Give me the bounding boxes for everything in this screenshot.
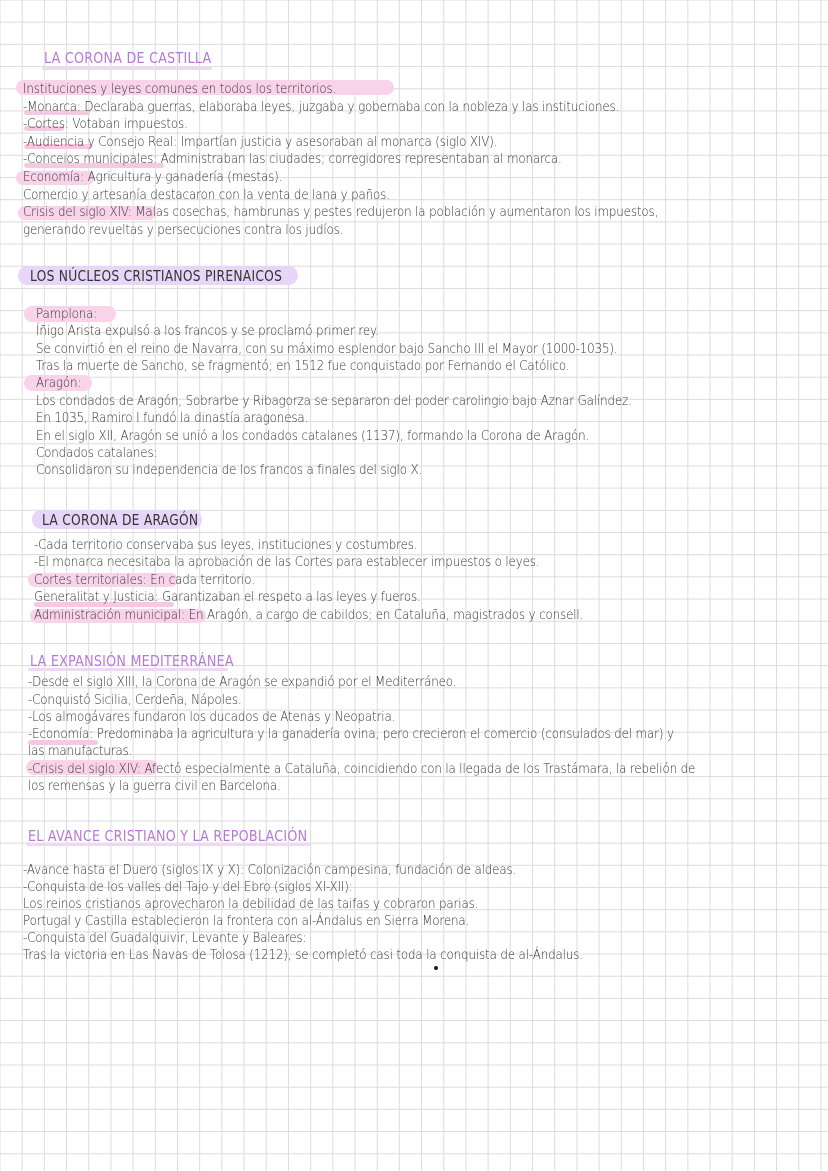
- text-line: -Conceios municipales: Administraban las ciudades; corregidores representaban al monarca.: [23, 152, 562, 167]
- text-line: Crisis del siglo XIV: Malas cosechas, hambrunas y pestes redujeron la población y aumentaron los impuestos,: [23, 205, 659, 220]
- text-line: Portugal y Castilla establecieron la frontera con al-Ándalus en Sierra Morena.: [23, 914, 470, 929]
- text-line: En el siglo XII, Aragón se unió a los condados catalanes (1137), formando la Corona de Aragón.: [36, 429, 590, 444]
- section-title: EL AVANCE CRISTIANO Y LA REPOBLACIÓN: [28, 827, 308, 845]
- text-line: Tras la victoria en Las Navas de Tolosa (1212), se completó casi toda la conquista de al-Ándalus.: [23, 948, 583, 963]
- text-line: las manufacturas.: [28, 744, 133, 759]
- text-line: Cortes territoriales: En cada territorio.: [34, 573, 255, 588]
- text-line: generando revueltas y persecuciones contra los judíos.: [23, 223, 344, 238]
- text-line: -Avance hasta el Duero (siglos IX y X): Colonización campesina, fundación de aldeas.: [23, 863, 517, 878]
- text-line: Administración municipal: En Aragón, a cargo de cabildos; en Cataluña, magistrados y consell.: [34, 608, 584, 623]
- text-line: -Los almogávares fundaron los ducados de Atenas y Neopatria.: [28, 710, 396, 725]
- text-line: Instituciones y leyes comunes en todos los territorios.: [23, 82, 337, 97]
- text-line: -Conquistó Sicilia, Cerdeña, Nápoles.: [28, 693, 242, 708]
- text-line: -Audiencia y Consejo Real: Impartían justicia y asesoraban al monarca (siglo XIV).: [23, 135, 498, 150]
- text-line: los remensas y la guerra civil en Barcelona.: [28, 779, 281, 794]
- text-line: Tras la muerte de Sancho, se fragmentó; en 1512 fue conquistado por Fernando el Católico.: [36, 359, 570, 374]
- subheading-pamplona: Pamplona:: [36, 307, 98, 322]
- subheading-aragon: Aragón:: [36, 376, 82, 391]
- section-title: LA CORONA DE ARAGÓN: [42, 511, 199, 529]
- section-title: LOS NÚCLEOS CRISTIANOS PIRENAICOS: [30, 267, 283, 285]
- text-line: Consolidaron su independencia de los francos a finales del siglo X.: [36, 463, 423, 478]
- text-line: Generalitat y Justicia: Garantizaban el respeto a las leyes y fueros.: [34, 590, 421, 605]
- text-line: -Economía: Predominaba la agricultura y la ganadería ovina, pero crecieron el comercio (consulados del mar) y: [28, 727, 674, 742]
- text-line: Se convirtió en el reino de Navarra, con su máximo esplendor bajo Sancho III el Mayor (1000-1035).: [36, 342, 618, 357]
- text-line: -Desde el siglo XIII, la Corona de Aragón se expandió por el Mediterráneo.: [28, 675, 457, 690]
- section-title: LA EXPANSIÓN MEDITERRÁNEA: [30, 652, 234, 670]
- text-line: -Cada territorio conservaba sus leyes, instituciones y costumbres.: [34, 538, 418, 553]
- text-line: -El monarca necesitaba la aprobación de las Cortes para establecer impuestos o leyes.: [34, 555, 540, 570]
- text-line: -Monarca: Declaraba guerras, elaboraba leyes, juzgaba y gobernaba con la nobleza y las instituciones.: [23, 100, 620, 115]
- text-line: Los reinos cristianos aprovecharon la debilidad de las taifas y cobraron parias.: [23, 897, 479, 912]
- text-line: -Conquista del Guadalquivir, Levante y Baleares:: [23, 931, 307, 946]
- text-line: Íñigo Arista expulsó a los francos y se proclamó primer rey.: [36, 324, 379, 339]
- text-line: -Conquista de los valles del Tajo y del Ebro (siglos XI-XII):: [23, 880, 353, 895]
- text-line: Comercio y artesanía destacaron con la venta de lana y paños.: [23, 188, 390, 203]
- subheading-condados: Condados catalanes:: [36, 446, 158, 461]
- text-line: -Crisis del siglo XIV: Afectó especialmente a Cataluña, coincidiendo con la llegada de los Trastámara, la rebelión de: [28, 762, 696, 777]
- text-line: Economía: Agricultura y ganadería (mestas).: [23, 170, 283, 185]
- section-title: LA CORONA DE CASTILLA: [44, 49, 212, 67]
- ink-dot: [434, 966, 438, 970]
- text-line: Los condados de Aragón, Sobrarbe y Ribagorza se separaron del poder carolingio bajo Aznar Galíndez.: [36, 394, 632, 409]
- text-line: En 1035, Ramiro I fundó la dinastía aragonesa.: [36, 411, 309, 426]
- text-line: -Cortes: Votaban impuestos.: [23, 117, 188, 132]
